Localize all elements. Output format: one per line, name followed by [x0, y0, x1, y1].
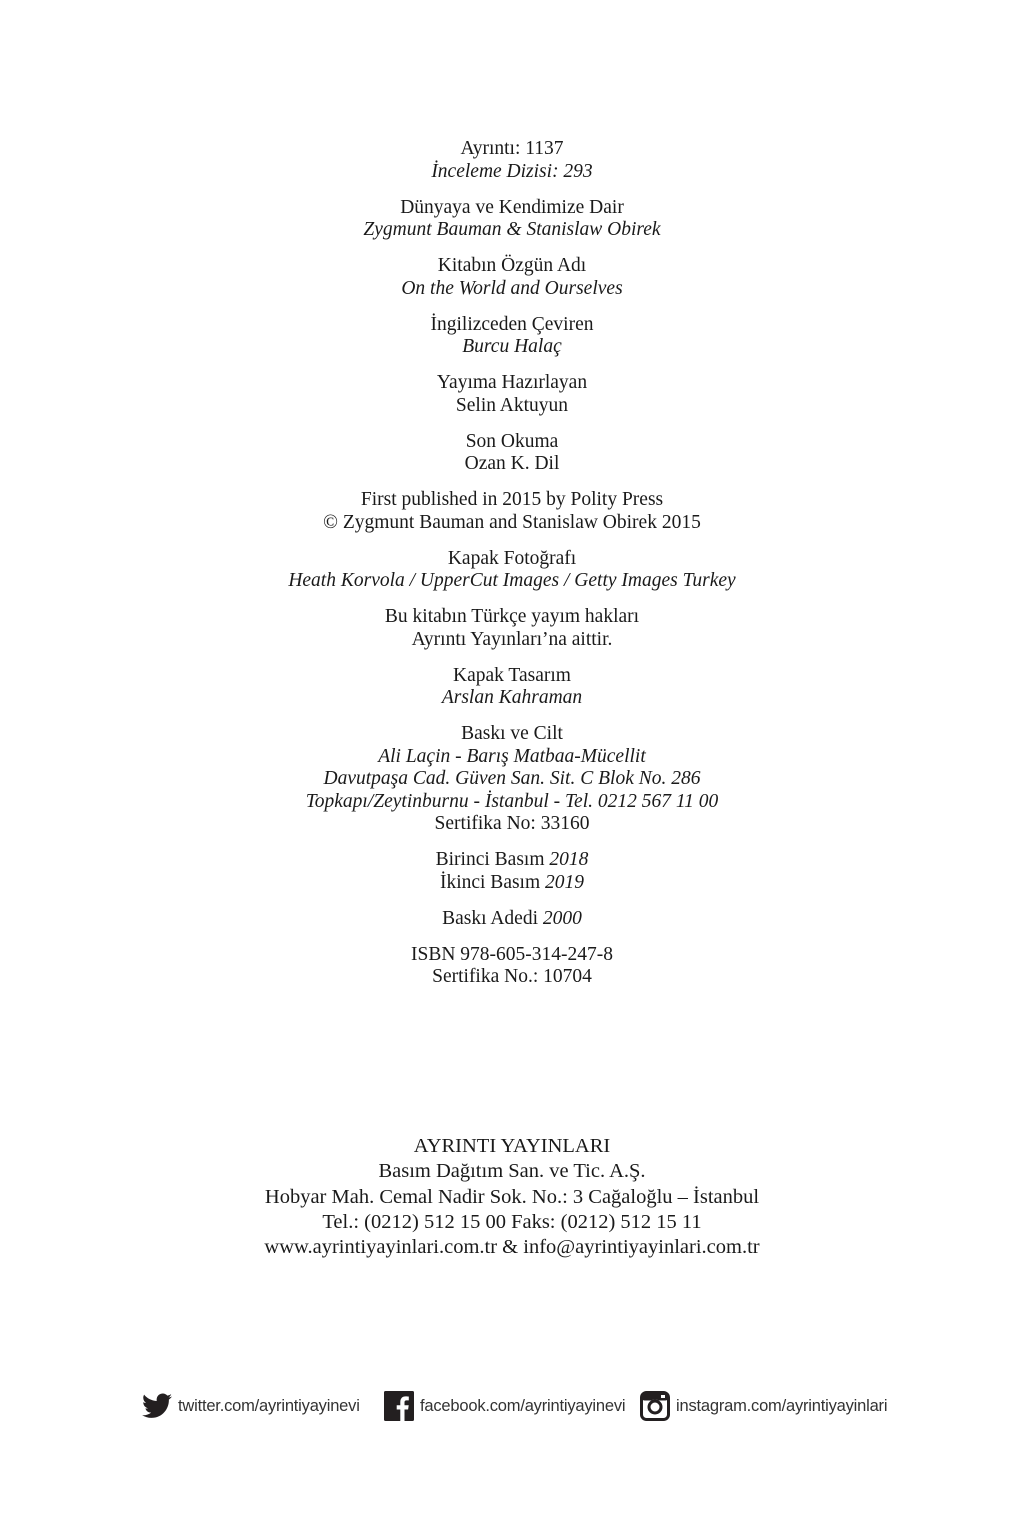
social-links	[0, 1390, 1024, 1424]
printer-name: Ali Laçin - Barış Matbaa-Mücellit	[378, 745, 646, 767]
first-edition-year: 2018	[549, 849, 589, 870]
cover-photo-credit: Heath Korvola / UpperCut Images / Getty Images Turkey	[288, 570, 736, 591]
instagram-link[interactable]	[640, 1390, 887, 1422]
publisher-address: Hobyar Mah. Cemal Nadir Sok. No.: 3 Cağaloğlu – İstanbul	[264, 1185, 760, 1208]
isbn: ISBN 978-605-314-247-8	[410, 943, 614, 965]
first-edition-label: Birinci Basım	[435, 849, 545, 870]
twitter-url: twitter.com/ayrintiyayinevi	[178, 1396, 360, 1415]
book-authors: Zygmunt Bauman & Stanislaw Obirek	[363, 219, 661, 240]
printer-address: Davutpaşa Cad. Güven San. Sit. C Blok No. 286	[323, 768, 701, 789]
publisher-company: Basım Dağıtım San. ve Tic. A.Ş.	[378, 1160, 646, 1183]
printer-city-phone: Topkapı/Zeytinburnu - İstanbul - Tel. 0212 567 11 00	[305, 790, 719, 812]
translator-block	[0, 314, 1024, 359]
first-edition	[0, 849, 1024, 872]
cover-design-label: Kapak Tasarım	[453, 664, 571, 686]
original-title-block	[0, 255, 1024, 300]
editor-block	[0, 372, 1024, 417]
print-run	[0, 908, 1024, 931]
printer-certificate: Sertifika No: 33160	[434, 813, 590, 834]
editions-block	[0, 849, 1024, 894]
publisher-phone: Tel.: (0212) 512 15 00 Faks: (0212) 512 15 11	[322, 1210, 702, 1233]
colophon	[0, 138, 1024, 1002]
twitter-icon	[142, 1393, 172, 1419]
instagram-url: instagram.com/ayrintiyayinlari	[676, 1396, 888, 1415]
publisher-info	[0, 1134, 1024, 1260]
second-edition	[0, 872, 1024, 895]
proofreading-block	[0, 431, 1024, 476]
print-run-label: Baskı Adedi	[442, 907, 538, 929]
series-number: Ayrıntı: 1137	[460, 138, 564, 159]
twitter-link[interactable]	[142, 1390, 360, 1422]
series-name: İnceleme Dizisi: 293	[431, 160, 593, 182]
publisher-certificate: Sertifika No.: 10704	[432, 966, 592, 987]
original-title-label: Kitabın Özgün Adı	[437, 255, 587, 276]
second-edition-year: 2019	[545, 871, 585, 893]
publisher-name: AYRINTI YAYINLARI	[413, 1135, 611, 1157]
proofreader-name: Ozan K. Dil	[464, 453, 560, 474]
rights-block	[0, 606, 1024, 651]
print-run-block	[0, 908, 1024, 931]
printing-block	[0, 723, 1024, 836]
print-run-count: 2000	[542, 907, 582, 929]
editor-label: Yayıma Hazırlayan	[436, 372, 588, 393]
cover-photo-label: Kapak Fotoğrafı	[447, 547, 577, 569]
cover-design-block	[0, 665, 1024, 710]
title-block	[0, 197, 1024, 242]
rights-line-2: Ayrıntı Yayınları’na aittir.	[411, 628, 613, 650]
first-published: First published in 2015 by Polity Press	[360, 489, 664, 510]
instagram-icon	[640, 1391, 670, 1421]
cover-photo-block	[0, 548, 1024, 593]
translator-name: Burcu Halaç	[462, 336, 562, 357]
second-edition-label: İkinci Basım	[439, 871, 541, 893]
translator-label: İngilizceden Çeviren	[430, 313, 594, 335]
series-block	[0, 138, 1024, 183]
editor-name: Selin Aktuyun	[455, 394, 569, 416]
facebook-icon	[384, 1391, 414, 1421]
book-title: Dünyaya ve Kendimize Dair	[400, 196, 624, 218]
rights-line-1: Bu kitabın Türkçe yayım hakları	[384, 606, 640, 627]
proofreading-label: Son Okuma	[465, 430, 559, 452]
publisher-web-email: www.ayrintiyayinlari.com.tr & info@ayrintiyayinlari.com.tr	[264, 1236, 760, 1259]
copyright-notice: © Zygmunt Bauman and Stanislaw Obirek 2015	[323, 511, 701, 533]
printing-label: Baskı ve Cilt	[461, 723, 563, 744]
facebook-url: facebook.com/ayrintiyayinevi	[420, 1396, 626, 1415]
cover-designer: Arslan Kahraman	[441, 687, 583, 708]
facebook-link[interactable]	[384, 1390, 625, 1422]
copyright-block	[0, 489, 1024, 534]
isbn-block	[0, 944, 1024, 989]
original-title: On the World and Ourselves	[401, 277, 623, 299]
